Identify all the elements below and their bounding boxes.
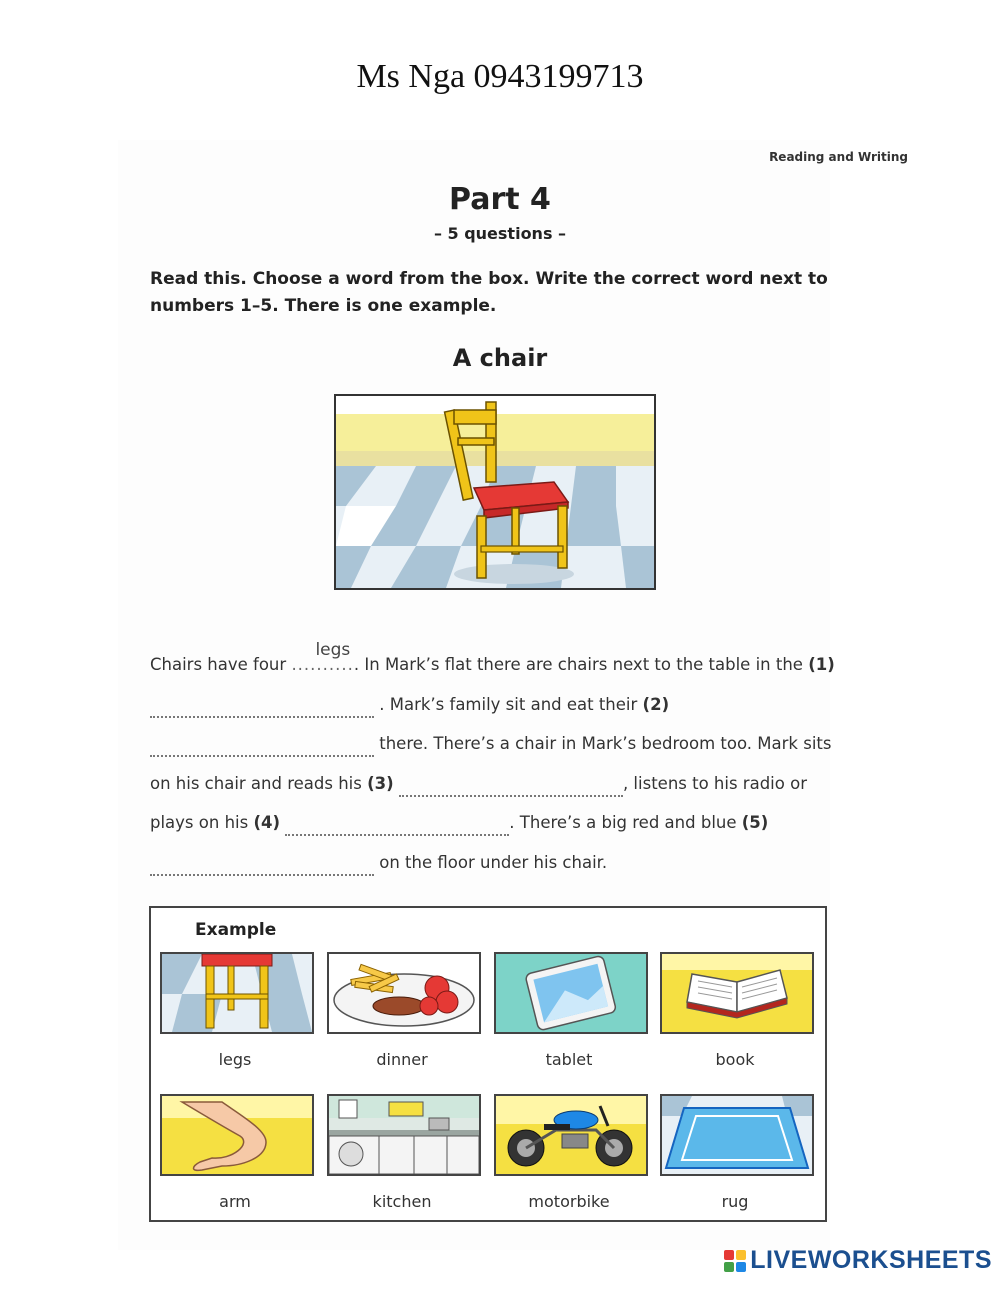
word-arm: arm <box>219 1192 251 1211</box>
question-number: (1) <box>808 655 835 674</box>
part-subtitle: – 5 questions – <box>433 224 567 243</box>
book-icon <box>660 952 814 1034</box>
liveworksheets-brand <box>724 1246 992 1275</box>
section-label: Reading and Writing <box>769 150 908 164</box>
question-number: (2) <box>642 694 670 714</box>
word-book: book <box>715 1050 755 1069</box>
story-title: A chair <box>452 344 548 372</box>
logo-square <box>724 1250 734 1260</box>
passage-text: Chairs have four <box>150 655 287 674</box>
motorbike-icon <box>494 1094 648 1176</box>
answer-input-4[interactable] <box>285 812 509 836</box>
passage-text: . In Mark’s flat there are chairs next to the table in the <box>353 655 803 674</box>
word-dinner: dinner <box>376 1050 428 1069</box>
word-tablet: tablet <box>545 1050 593 1069</box>
word-box <box>149 906 827 1222</box>
arm-icon <box>160 1094 314 1176</box>
answer-input-5[interactable] <box>150 852 374 876</box>
answer-input-1[interactable] <box>150 694 374 718</box>
example-answer-text: legs <box>315 640 351 660</box>
question-number: (5) <box>741 813 769 832</box>
chair-illustration <box>334 394 656 590</box>
chair-legs-icon <box>160 952 314 1034</box>
dinner-plate-icon <box>327 952 481 1034</box>
passage-text: . Mark’s family sit and eat their <box>379 694 638 714</box>
logo-square <box>736 1250 746 1260</box>
page-header-title: Ms Nga 0943199713 <box>356 58 644 95</box>
word-motorbike: motorbike <box>528 1192 610 1211</box>
logo-square <box>724 1262 734 1272</box>
liveworksheets-logo-icon <box>724 1250 746 1272</box>
logo-square <box>736 1262 746 1272</box>
rug-icon <box>660 1094 814 1176</box>
example-label: Example <box>195 920 277 940</box>
passage-text: on the floor under his chair. <box>379 852 608 872</box>
instructions: Read this. Choose a word from the box. Write the correct word next to numbers 1–5. There is one example. <box>150 269 828 316</box>
question-number: (3) <box>367 773 394 793</box>
example-answer: .......... legs <box>291 645 353 685</box>
word-kitchen: kitchen <box>372 1192 432 1211</box>
passage-text: , listens to his radio or plays on his <box>150 773 807 832</box>
word-rug: rug <box>721 1192 749 1211</box>
chair-picture-icon <box>336 396 654 588</box>
question-number: (4) <box>253 813 281 832</box>
brand-text: LIVEWORKSHEETS <box>750 1246 992 1274</box>
kitchen-icon <box>327 1094 481 1176</box>
answer-input-2[interactable] <box>150 733 374 757</box>
answer-input-3[interactable] <box>399 773 623 797</box>
passage-text: . There’s a big red and blue <box>509 813 737 832</box>
reading-passage <box>150 640 840 882</box>
tablet-icon <box>494 952 648 1034</box>
part-title: Part 4 <box>449 182 551 217</box>
word-legs: legs <box>218 1050 252 1069</box>
passage-text: there. There’s a chair in Mark’s bedroom too. Mark sits on his chair and reads his <box>150 734 832 793</box>
